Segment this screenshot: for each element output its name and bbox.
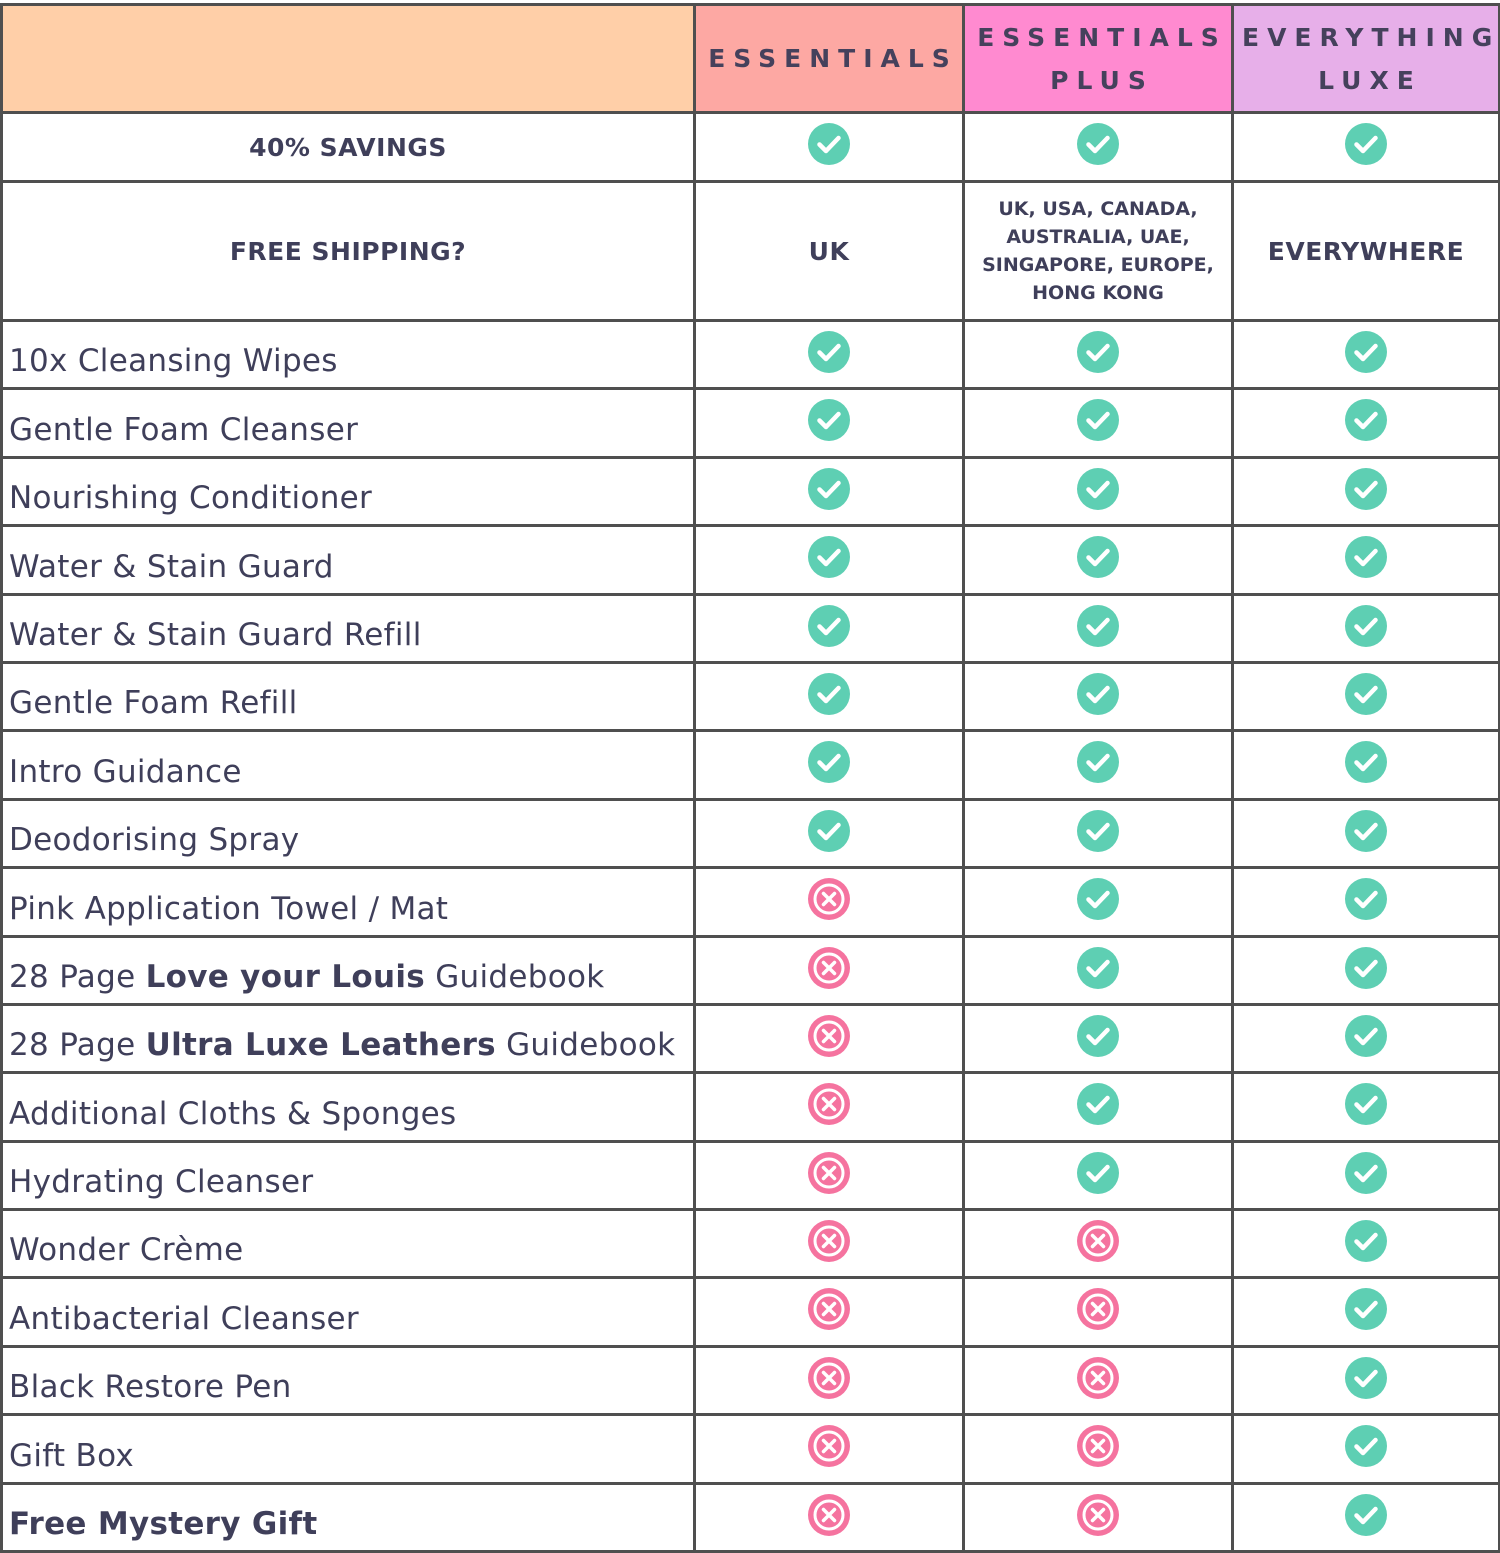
item-label-pre: Pink Application Towel / Mat <box>9 890 449 927</box>
item-label-bold: Ultra Luxe Leathers <box>145 1027 496 1064</box>
item-essentials <box>695 1004 964 1072</box>
check-icon <box>1344 1356 1388 1400</box>
item-essentials-plus <box>964 1278 1233 1346</box>
check-icon <box>1076 809 1120 853</box>
cross-icon <box>1076 1424 1120 1468</box>
check-icon <box>807 740 851 784</box>
item-essentials <box>695 1210 964 1278</box>
item-essentials-plus <box>964 1415 1233 1483</box>
check-icon <box>1076 1082 1120 1126</box>
item-essentials <box>695 457 964 525</box>
savings-row <box>2 113 1500 182</box>
item-label <box>2 868 695 936</box>
check-icon <box>1076 604 1120 648</box>
item-label <box>2 1141 695 1209</box>
check-icon <box>1344 467 1388 511</box>
table-row <box>2 457 1500 525</box>
item-everything-luxe <box>1233 526 1500 594</box>
item-everything-luxe <box>1233 1004 1500 1072</box>
item-essentials <box>695 1415 964 1483</box>
table-row <box>2 1073 1500 1141</box>
cross-icon <box>807 1356 851 1400</box>
item-everything-luxe <box>1233 662 1500 730</box>
check-icon <box>1344 1151 1388 1195</box>
savings-essentials-plus <box>964 113 1233 182</box>
table-row <box>2 526 1500 594</box>
table-row <box>2 936 1500 1004</box>
item-label-pre: Gift Box <box>9 1437 135 1474</box>
header-everything-luxe <box>1233 5 1500 113</box>
item-essentials <box>695 594 964 662</box>
cross-icon <box>807 877 851 921</box>
item-label-pre: Intro Guidance <box>9 753 242 790</box>
check-icon <box>1344 877 1388 921</box>
cross-icon <box>807 1082 851 1126</box>
table-row <box>2 321 1500 389</box>
table-row <box>2 1415 1500 1483</box>
check-icon <box>1344 1014 1388 1058</box>
item-label <box>2 1483 695 1551</box>
item-essentials-plus <box>964 936 1233 1004</box>
item-label-pre: Antibacterial Cleanser <box>9 1300 359 1337</box>
item-everything-luxe <box>1233 936 1500 1004</box>
check-icon <box>807 535 851 579</box>
comparison-table-body <box>2 5 1500 1552</box>
shipping-row <box>2 182 1500 321</box>
check-icon <box>1344 398 1388 442</box>
item-label <box>2 799 695 867</box>
shipping-essentials-plus: UK, USA, CANADA, AUSTRALIA, UAE, SINGAPORE, EUROPE, HONG KONG <box>964 182 1233 321</box>
item-everything-luxe <box>1233 1483 1500 1551</box>
item-everything-luxe <box>1233 321 1500 389</box>
check-icon <box>1076 877 1120 921</box>
check-icon <box>1076 1151 1120 1195</box>
item-label <box>2 1278 695 1346</box>
item-everything-luxe <box>1233 731 1500 799</box>
item-label-pre: Additional Cloths & Sponges <box>9 1095 457 1132</box>
item-label <box>2 389 695 457</box>
comparison-table <box>0 3 1500 1553</box>
item-essentials-plus <box>964 662 1233 730</box>
item-essentials-plus <box>964 389 1233 457</box>
check-icon <box>807 672 851 716</box>
check-icon <box>807 330 851 374</box>
item-essentials <box>695 1483 964 1551</box>
check-icon <box>1344 946 1388 990</box>
check-icon <box>1344 604 1388 648</box>
check-icon <box>1076 1014 1120 1058</box>
check-icon <box>1076 467 1120 511</box>
item-essentials <box>695 321 964 389</box>
header-feature-cell <box>2 5 695 113</box>
check-icon <box>1344 122 1388 166</box>
item-essentials <box>695 526 964 594</box>
check-icon <box>1344 330 1388 374</box>
item-label-pre: Nourishing Conditioner <box>9 480 373 517</box>
item-label <box>2 1415 695 1483</box>
header-essentials <box>695 5 964 113</box>
table-row <box>2 1483 1500 1551</box>
item-everything-luxe <box>1233 1073 1500 1141</box>
item-essentials-plus <box>964 457 1233 525</box>
item-everything-luxe <box>1233 799 1500 867</box>
table-row <box>2 1210 1500 1278</box>
plan-name-everything-luxe: EVERYTHING LUXE <box>1242 22 1500 95</box>
item-label-pre: Deodorising Spray <box>9 822 300 859</box>
item-essentials <box>695 1346 964 1414</box>
shipping-label: FREE SHIPPING? <box>2 182 695 321</box>
item-essentials <box>695 868 964 936</box>
item-essentials <box>695 731 964 799</box>
item-label <box>2 936 695 1004</box>
item-label <box>2 1073 695 1141</box>
item-essentials-plus <box>964 868 1233 936</box>
item-label-pre: 10x Cleansing Wipes <box>9 343 338 380</box>
item-label-bold: Love your Louis <box>145 958 426 995</box>
cross-icon <box>807 1151 851 1195</box>
item-label-pre: Water & Stain Guard Refill <box>9 616 422 653</box>
item-label <box>2 1004 695 1072</box>
check-icon <box>1344 1493 1388 1537</box>
check-icon <box>1344 672 1388 716</box>
check-icon <box>1076 535 1120 579</box>
item-label <box>2 1346 695 1414</box>
item-label-pre: Black Restore Pen <box>9 1369 292 1406</box>
cross-icon <box>807 1424 851 1468</box>
item-everything-luxe <box>1233 457 1500 525</box>
header-row <box>2 5 1500 113</box>
check-icon <box>807 809 851 853</box>
check-icon <box>1076 398 1120 442</box>
item-label-pre: Gentle Foam Cleanser <box>9 411 359 448</box>
table-row <box>2 594 1500 662</box>
cross-icon <box>1076 1493 1120 1537</box>
check-icon <box>1076 672 1120 716</box>
cross-icon <box>807 1014 851 1058</box>
item-label-pre: Gentle Foam Refill <box>9 685 298 722</box>
item-everything-luxe <box>1233 1210 1500 1278</box>
item-label-pre: Water & Stain Guard <box>9 548 334 585</box>
check-icon <box>807 398 851 442</box>
item-label-pre: 28 Page <box>9 1027 146 1064</box>
check-icon <box>1344 809 1388 853</box>
item-essentials-plus <box>964 321 1233 389</box>
item-label <box>2 731 695 799</box>
table-row <box>2 1141 1500 1209</box>
table-row <box>2 1004 1500 1072</box>
cross-icon <box>807 1287 851 1331</box>
item-label-bold: Free Mystery Gift <box>9 1506 318 1543</box>
cross-icon <box>1076 1287 1120 1331</box>
item-everything-luxe <box>1233 1141 1500 1209</box>
cross-icon <box>1076 1219 1120 1263</box>
table-row <box>2 1278 1500 1346</box>
table-row <box>2 1346 1500 1414</box>
cross-icon <box>807 1493 851 1537</box>
item-essentials-plus <box>964 1210 1233 1278</box>
item-label-post: Guidebook <box>495 1027 676 1064</box>
item-essentials-plus <box>964 799 1233 867</box>
item-label <box>2 1210 695 1278</box>
item-essentials-plus <box>964 1346 1233 1414</box>
check-icon <box>1076 740 1120 784</box>
cross-icon <box>807 946 851 990</box>
table-row <box>2 389 1500 457</box>
check-icon <box>1076 122 1120 166</box>
check-icon <box>1344 740 1388 784</box>
item-label <box>2 662 695 730</box>
savings-everything-luxe <box>1233 113 1500 182</box>
check-icon <box>1076 946 1120 990</box>
item-label <box>2 321 695 389</box>
savings-essentials <box>695 113 964 182</box>
item-everything-luxe <box>1233 868 1500 936</box>
check-icon <box>1344 1082 1388 1126</box>
item-label <box>2 594 695 662</box>
header-essentials-plus <box>964 5 1233 113</box>
plan-name-essentials-plus: ESSENTIALS PLUS <box>977 22 1227 95</box>
item-essentials-plus <box>964 594 1233 662</box>
item-everything-luxe <box>1233 389 1500 457</box>
item-essentials <box>695 936 964 1004</box>
item-essentials-plus <box>964 526 1233 594</box>
item-essentials <box>695 389 964 457</box>
item-essentials-plus <box>964 1141 1233 1209</box>
savings-label: 40% SAVINGS <box>2 113 695 182</box>
item-everything-luxe <box>1233 1346 1500 1414</box>
check-icon <box>1344 1424 1388 1468</box>
item-everything-luxe <box>1233 1415 1500 1483</box>
item-essentials-plus <box>964 1483 1233 1551</box>
item-essentials <box>695 1073 964 1141</box>
item-essentials <box>695 1278 964 1346</box>
item-everything-luxe <box>1233 594 1500 662</box>
item-label-pre: 28 Page <box>9 958 146 995</box>
table-row <box>2 799 1500 867</box>
check-icon <box>1344 1287 1388 1331</box>
check-icon <box>807 467 851 511</box>
item-essentials <box>695 799 964 867</box>
table-row <box>2 868 1500 936</box>
item-essentials <box>695 662 964 730</box>
item-essentials <box>695 1141 964 1209</box>
check-icon <box>807 122 851 166</box>
check-icon <box>1076 330 1120 374</box>
table-row <box>2 662 1500 730</box>
item-label-pre: Wonder Crème <box>9 1232 244 1269</box>
cross-icon <box>1076 1356 1120 1400</box>
item-label-post: Guidebook <box>425 958 605 995</box>
item-essentials-plus <box>964 731 1233 799</box>
item-everything-luxe <box>1233 1278 1500 1346</box>
item-label-pre: Hydrating Cleanser <box>9 1164 314 1201</box>
plan-name-essentials: ESSENTIALS <box>708 44 958 73</box>
item-label <box>2 526 695 594</box>
check-icon <box>807 604 851 648</box>
item-essentials-plus <box>964 1004 1233 1072</box>
cross-icon <box>807 1219 851 1263</box>
table-row <box>2 731 1500 799</box>
item-label <box>2 457 695 525</box>
check-icon <box>1344 535 1388 579</box>
shipping-essentials: UK <box>695 182 964 321</box>
item-essentials-plus <box>964 1073 1233 1141</box>
check-icon <box>1344 1219 1388 1263</box>
shipping-everything-luxe: EVERYWHERE <box>1233 182 1500 321</box>
